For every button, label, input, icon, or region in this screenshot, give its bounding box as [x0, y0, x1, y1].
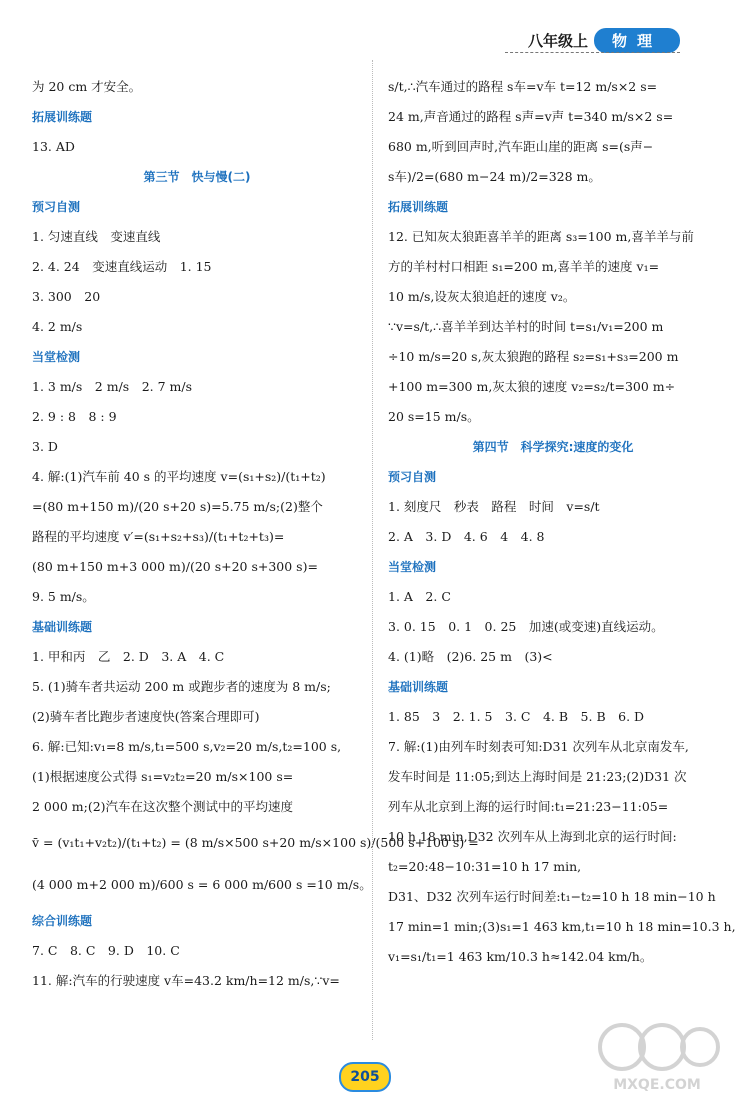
answer-line: 3. D: [32, 439, 58, 454]
answer-line: +100 m=300 m,灰太狼的速度 v₂=s₂/t=300 m÷: [388, 379, 676, 394]
section-heading: 基础训练题: [32, 620, 93, 634]
section-heading: 综合训练题: [32, 914, 93, 928]
answer-line: 13. AD: [32, 139, 75, 154]
answer-line: 680 m,听到回声时,汽车距山崖的距离 s=(s声−: [388, 139, 654, 154]
answer-line: 4. (1)略 (2)6. 25 m (3)<: [388, 649, 553, 664]
answer-line: 发车时间是 11:05;到达上海时间是 21:23;(2)D31 次: [388, 769, 687, 784]
answer-line: 11. 解:汽车的行驶速度 v车=43.2 km/h=12 m/s,∵v=: [32, 973, 340, 988]
section-heading: 预习自测: [388, 470, 437, 484]
answer-line: 10 m/s,设灰太狼追赶的速度 v₂。: [388, 289, 576, 304]
answer-line: 7. 解:(1)由列车时刻表可知:D31 次列车从北京南发车,: [388, 739, 689, 754]
answer-line: 4. 2 m/s: [32, 319, 83, 334]
answer-line: ÷10 m/s=20 s,灰太狼跑的路程 s₂=s₁+s₃=200 m: [388, 349, 679, 364]
answer-line: 1. 刻度尺 秒表 路程 时间 v=s/t: [388, 499, 600, 514]
answer-line: t₂=20:48−10:31=10 h 17 min,: [388, 859, 582, 874]
answer-line: 2. 9 : 8 8 : 9: [32, 409, 117, 424]
answer-line: (80 m+150 m+3 000 m)/(20 s+20 s+300 s)=: [32, 559, 318, 574]
answer-line: 方的羊村村口相距 s₁=200 m,喜羊羊的速度 v₁=: [388, 259, 660, 274]
answer-line: ∵v=s/t,∴喜羊羊到达羊村的时间 t=s₁/v₁=200 m: [388, 319, 664, 334]
answer-line: 10 h 18 min,D32 次列车从上海到北京的运行时间:: [388, 829, 677, 844]
answer-line: 3. 0. 15 0. 1 0. 25 加速(或变速)直线运动。: [388, 619, 664, 634]
answer-line: 1. 3 m/s 2 m/s 2. 7 m/s: [32, 379, 193, 394]
answer-line: 7. C 8. C 9. D 10. C: [32, 943, 180, 958]
answer-line: 1. 匀速直线 变速直线: [32, 229, 161, 244]
answer-line: 1. A 2. C: [388, 589, 451, 604]
answer-line: 6. 解:已知:v₁=8 m/s,t₁=500 s,v₂=20 m/s,t₂=100 s,: [32, 739, 342, 754]
answer-line: 1. 85 3 2. 1. 5 3. C 4. B 5. B 6. D: [388, 709, 645, 724]
right-column: [388, 72, 736, 972]
answer-line: s车)/2=(680 m−24 m)/2=328 m。: [388, 169, 601, 184]
subject-badge: 物理: [594, 28, 680, 53]
answer-line: 4. 解:(1)汽车前 40 s 的平均速度 v=(s₁+s₂)/(t₁+t₂): [32, 469, 326, 484]
grade-label: 八年级上: [527, 32, 588, 50]
page-header: [528, 28, 680, 53]
answer-line: 列车从北京到上海的运行时间:t₁=21:23−11:05=: [388, 799, 669, 814]
section-heading: 拓展训练题: [32, 110, 93, 124]
answer-line: 12. 已知灰太狼距喜羊羊的距离 s₃=100 m,喜羊羊与前: [388, 229, 694, 244]
answer-line: s/t,∴汽车通过的路程 s车=v车 t=12 m/s×2 s=: [388, 79, 658, 94]
section-heading: 当堂检测: [388, 560, 437, 574]
answer-line: 1. 甲和丙 乙 2. D 3. A 4. C: [32, 649, 225, 664]
header-rule: [505, 52, 680, 53]
section-heading: 当堂检测: [32, 350, 81, 364]
answer-line: 5. (1)骑车者共运动 200 m 或跑步者的速度为 8 m/s;: [32, 679, 331, 694]
answer-line: (2)骑车者比跑步者速度快(答案合理即可): [32, 709, 260, 724]
svg-text:MXQE.COM: MXQE.COM: [613, 1077, 701, 1093]
answer-line: 2 000 m;(2)汽车在这次整个测试中的平均速度: [32, 799, 294, 814]
section-heading: 拓展训练题: [388, 200, 449, 214]
answer-line: 2. 4. 24 变速直线运动 1. 15: [32, 259, 212, 274]
answer-line: 9. 5 m/s。: [32, 589, 95, 604]
section-heading: 基础训练题: [388, 680, 449, 694]
answer-line: 20 s=15 m/s。: [388, 409, 480, 424]
answer-line: v̄ = (v₁t₁+v₂t₂)/(t₁+t₂) = (8 m/s×500 s+20 m/s×100 s)/(500 s+100 s) =: [32, 835, 479, 850]
answer-line: 24 m,声音通过的路程 s声=v声 t=340 m/s×2 s=: [388, 109, 674, 124]
answer-line: 为 20 cm 才安全。: [32, 79, 142, 94]
chapter-title: 第三节 快与慢(二): [143, 170, 251, 184]
answer-line: 路程的平均速度 v′=(s₁+s₂+s₃)/(t₁+t₂+t₃)=: [32, 529, 285, 544]
answer-line: 17 min=1 min;(3)s₁=1 463 km,t₁=10 h 18 min=10.3 h,: [388, 919, 736, 934]
watermark-logo-icon: [592, 1017, 722, 1097]
page-number: 205: [339, 1062, 391, 1092]
answer-line: D31、D32 次列车运行时间差:t₁−t₂=10 h 18 min−10 h: [388, 889, 716, 904]
column-divider: [372, 60, 373, 1040]
answer-line: =(80 m+150 m)/(20 s+20 s)=5.75 m/s;(2)整个: [32, 499, 323, 514]
answer-line: 3. 300 20: [32, 289, 101, 304]
answer-line: 2. A 3. D 4. 6 4 4. 8: [388, 529, 545, 544]
section-heading: 预习自测: [32, 200, 81, 214]
answer-line: (1)根据速度公式得 s₁=v₂t₂=20 m/s×100 s=: [32, 769, 294, 784]
answer-line: v₁=s₁/t₁=1 463 km/10.3 h≈142.04 km/h。: [388, 949, 653, 964]
answer-line: (4 000 m+2 000 m)/600 s = 6 000 m/600 s =10 m/s。: [32, 877, 372, 892]
chapter-title: 第四节 科学探究:速度的变化: [472, 440, 634, 454]
